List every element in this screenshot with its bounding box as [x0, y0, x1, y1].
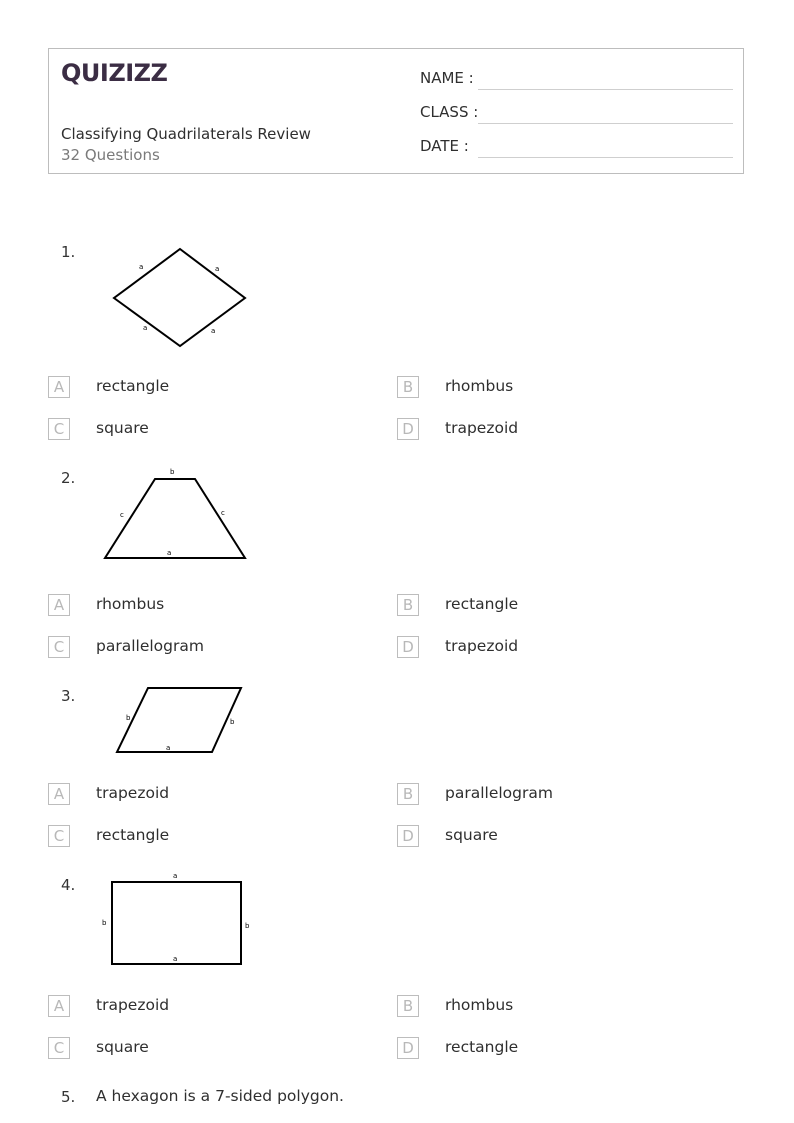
question-number: 1. [61, 243, 76, 261]
option-c-text: square [96, 419, 149, 437]
option-d-box[interactable]: D [397, 636, 419, 658]
question-number: 3. [61, 687, 76, 705]
option-b-box[interactable]: B [397, 376, 419, 398]
worksheet-title: Classifying Quadrilaterals Review [61, 125, 311, 143]
option-d-box[interactable]: D [397, 1037, 419, 1059]
question-number: 5. [61, 1088, 76, 1106]
side-label: c [120, 511, 124, 519]
option-a-text: trapezoid [96, 784, 170, 802]
question-text: A hexagon is a 7-sided polygon. [96, 1087, 344, 1105]
option-a-text: rectangle [96, 377, 170, 395]
rectangle-figure [98, 868, 254, 970]
option-a-box[interactable]: A [48, 594, 70, 616]
option-a-box[interactable]: A [48, 995, 70, 1017]
option-b-text: rhombus [445, 996, 514, 1014]
class-line [478, 123, 733, 124]
date-label: DATE : [420, 137, 469, 155]
question-number: 2. [61, 469, 76, 487]
option-c-box[interactable]: C [48, 636, 70, 658]
quizizz-logo: QUIZIZZ [61, 59, 168, 87]
question-count: 32 Questions [61, 146, 160, 164]
side-label: a [211, 327, 216, 335]
option-d-box[interactable]: D [397, 418, 419, 440]
option-d-text: square [445, 826, 498, 844]
option-a-box[interactable]: A [48, 376, 70, 398]
side-label: a [215, 265, 220, 273]
option-b-text: parallelogram [445, 784, 553, 802]
side-label: a [143, 324, 148, 332]
date-line [478, 157, 733, 158]
parallelogram-figure [110, 680, 250, 760]
option-b-text: rectangle [445, 595, 519, 613]
option-c-box[interactable]: C [48, 825, 70, 847]
class-label: CLASS : [420, 103, 479, 121]
name-label: NAME : [420, 69, 474, 87]
option-a-text: rhombus [96, 595, 165, 613]
option-d-box[interactable]: D [397, 825, 419, 847]
option-a-box[interactable]: A [48, 783, 70, 805]
side-label: a [166, 744, 171, 752]
side-label: b [170, 468, 175, 476]
option-b-box[interactable]: B [397, 594, 419, 616]
side-label: b [230, 718, 235, 726]
side-label: a [173, 955, 178, 963]
option-c-text: parallelogram [96, 637, 204, 655]
side-label: a [173, 872, 178, 880]
option-b-box[interactable]: B [397, 783, 419, 805]
side-label: b [102, 919, 107, 927]
trapezoid-figure [100, 465, 250, 565]
option-b-text: rhombus [445, 377, 514, 395]
option-b-box[interactable]: B [397, 995, 419, 1017]
option-c-box[interactable]: C [48, 1037, 70, 1059]
rhombus-figure [100, 240, 260, 355]
option-c-text: square [96, 1038, 149, 1056]
name-line [478, 89, 733, 90]
option-d-text: trapezoid [445, 637, 519, 655]
side-label: c [221, 509, 225, 517]
option-c-text: rectangle [96, 826, 170, 844]
side-label: b [126, 714, 131, 722]
side-label: a [139, 263, 144, 271]
worksheet-header [48, 48, 744, 174]
side-label: b [245, 922, 250, 930]
option-c-box[interactable]: C [48, 418, 70, 440]
option-d-text: trapezoid [445, 419, 519, 437]
option-a-text: trapezoid [96, 996, 170, 1014]
side-label: a [167, 549, 172, 557]
option-d-text: rectangle [445, 1038, 519, 1056]
question-number: 4. [61, 876, 76, 894]
